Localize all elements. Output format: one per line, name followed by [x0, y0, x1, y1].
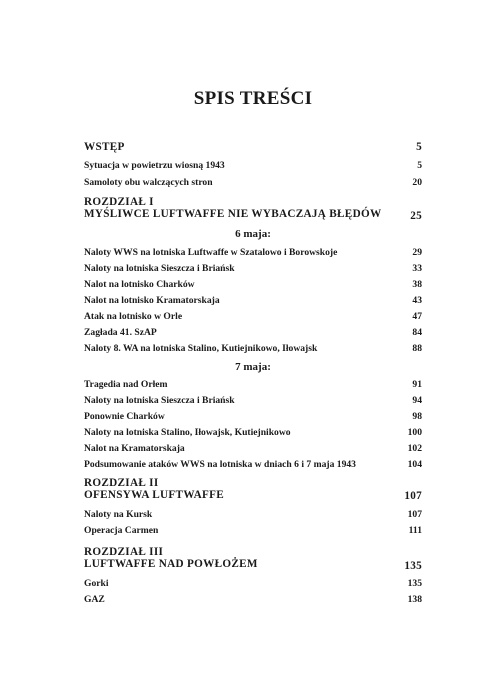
chapter-title: LUFTWAFFE NAD POWŁOŻEM	[84, 558, 258, 570]
toc-label: Ponownie Charków	[84, 411, 165, 422]
toc-page-number: 102	[407, 443, 422, 454]
toc-page-number: 135	[407, 578, 422, 589]
toc-page-number: 25	[410, 210, 422, 222]
toc-label: Naloty na Kursk	[84, 509, 153, 520]
toc-row[interactable]	[84, 578, 422, 590]
toc-page-number: 111	[408, 525, 422, 536]
toc-label: Naloty na lotniska Sieszcza i Briańsk	[84, 395, 235, 406]
toc-page-number: 98	[412, 411, 422, 422]
toc-page-number: 107	[407, 509, 422, 520]
toc-chapter-2[interactable]	[84, 477, 422, 505]
toc-page	[84, 0, 422, 678]
toc-label: Operacja Carmen	[84, 525, 159, 536]
toc-page-number: 47	[412, 311, 422, 322]
toc-label: Sytuacja w powietrzu wiosną 1943	[84, 160, 225, 171]
page-title: SPIS TREŚCI	[193, 88, 313, 109]
toc-row[interactable]	[84, 295, 422, 307]
toc-page-number: 138	[407, 594, 422, 605]
chapter-title: MYŚLIWCE LUFTWAFFE NIE WYBACZAJĄ BŁĘDÓW	[84, 208, 382, 220]
toc-row[interactable]	[84, 327, 422, 339]
chapter-label: ROZDZIAŁ III	[84, 546, 164, 558]
toc-page-number: 84	[412, 327, 422, 338]
toc-chapter-3[interactable]	[84, 546, 422, 574]
toc-page-number: 43	[412, 295, 422, 306]
toc-row[interactable]	[84, 311, 422, 323]
toc-row-intro[interactable]	[84, 141, 422, 155]
date-heading: 7 maja:	[235, 361, 271, 373]
toc-chapter-1[interactable]	[84, 196, 422, 224]
chapter-title: OFENSYWA LUFTWAFFE	[84, 489, 224, 501]
toc-row[interactable]	[84, 443, 422, 455]
toc-page-number: 104	[407, 459, 422, 470]
toc-label: Atak na lotnisko w Orle	[84, 311, 183, 322]
toc-label: Naloty 8. WA na lotniska Stalino, Kutiejnikowo, Iłowajsk	[84, 343, 318, 354]
toc-page-number: 88	[412, 343, 422, 354]
toc-row[interactable]	[84, 247, 422, 259]
toc-label: Zagłada 41. SzAP	[84, 327, 157, 338]
toc-page-number: 5	[416, 141, 422, 153]
toc-label: Gorki	[84, 578, 109, 589]
toc-row[interactable]	[84, 160, 422, 172]
toc-page-number: 38	[412, 279, 422, 290]
toc-page-number: 94	[412, 395, 422, 406]
chapter-label: ROZDZIAŁ I	[84, 196, 154, 208]
toc-page-number: 100	[407, 427, 422, 438]
toc-label: Podsumowanie ataków WWS na lotniska w dniach 6 i 7 maja 1943	[84, 459, 356, 470]
date-heading: 6 maja:	[235, 228, 271, 240]
toc-row[interactable]	[84, 427, 422, 439]
toc-row[interactable]	[84, 459, 422, 471]
toc-label: Nalot na lotnisko Charków	[84, 279, 195, 290]
toc-label: Nalot na Kramatorskaja	[84, 443, 185, 454]
toc-row[interactable]	[84, 343, 422, 355]
toc-row[interactable]	[84, 177, 422, 189]
toc-row[interactable]	[84, 525, 422, 537]
toc-label: Naloty na lotniska Stalino, Iłowajsk, Kutiejnikowo	[84, 427, 291, 438]
toc-row[interactable]	[84, 379, 422, 391]
toc-page-number: 29	[412, 247, 422, 258]
toc-row[interactable]	[84, 411, 422, 423]
toc-page-number: 135	[404, 560, 422, 572]
toc-label: Tragedia nad Orłem	[84, 379, 168, 390]
toc-row[interactable]	[84, 594, 422, 606]
toc-page-number: 20	[412, 177, 422, 188]
toc-page-number: 91	[412, 379, 422, 390]
toc-label: WSTĘP	[84, 141, 125, 153]
toc-row[interactable]	[84, 279, 422, 291]
toc-label: GAZ	[84, 594, 105, 605]
toc-page-number: 107	[404, 490, 422, 502]
toc-row[interactable]	[84, 263, 422, 275]
chapter-label: ROZDZIAŁ II	[84, 477, 159, 489]
toc-row[interactable]	[84, 509, 422, 521]
toc-page-number: 5	[417, 160, 422, 171]
toc-label: Naloty na lotniska Sieszcza i Briańsk	[84, 263, 235, 274]
toc-row[interactable]	[84, 395, 422, 407]
toc-label: Nalot na lotnisko Kramatorskaja	[84, 295, 220, 306]
toc-page-number: 33	[412, 263, 422, 274]
toc-label: Naloty WWS na lotniska Luftwaffe w Szatalowo i Borowskoje	[84, 247, 338, 258]
toc-label: Samoloty obu walczących stron	[84, 177, 213, 188]
